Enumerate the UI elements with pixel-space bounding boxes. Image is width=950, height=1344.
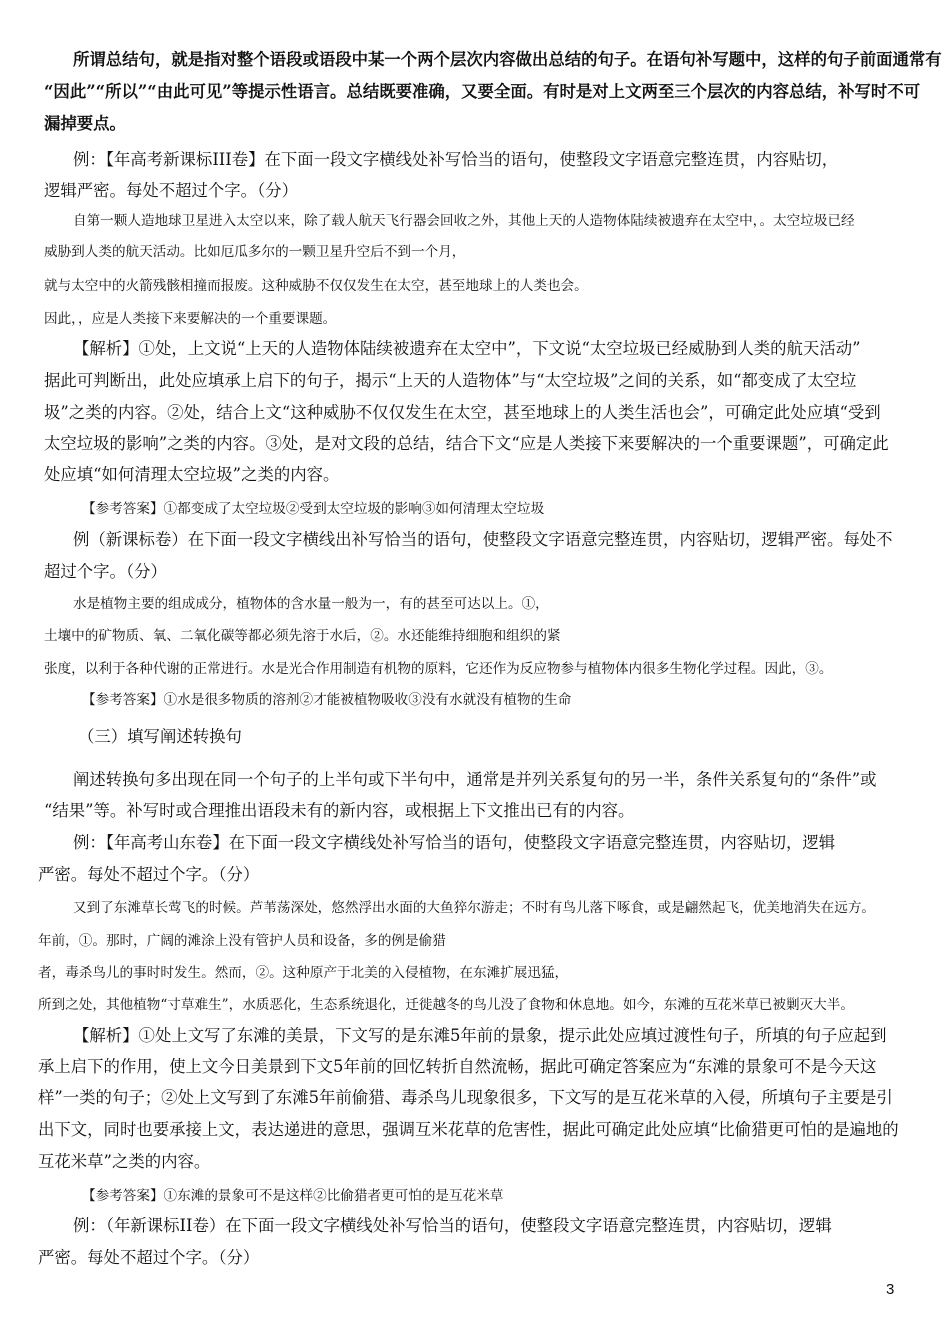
paragraph-line: “因此”“所以”“由此可见”等提示性语言。总结既要准确，又要全面。有时是对上文两至三个层次的内容总结，补写时不可 xyxy=(44,82,921,101)
passage-line: 又到了东滩草长莺飞的时候。芦苇荡深处，悠然浮出水面的大鱼猝尔游走；不时有鸟儿落下啄食，或是翩然起飞，优美地消失在远方。 xyxy=(73,900,876,916)
passage-line: 者，毒杀鸟儿的事时时发生。然而，②。这种原产于北美的入侵植物，在东滩扩展迅猛， xyxy=(38,965,569,981)
passage-line: 土壤中的矿物质、氧、二氧化碳等都必须先溶于水后，②。水还能维持细胞和组织的紧 xyxy=(44,628,561,644)
section-heading: （三）填写阐述转换句 xyxy=(78,727,242,746)
passage-line: 所到之处，其他植物“寸草难生”，水质恶化，生态系统退化，迁徙越冬的鸟儿没了食物和休息地。如今，东滩的互花米草已被剿灭大半。 xyxy=(38,997,854,1013)
example-question: 超过个字。（分） xyxy=(44,562,167,581)
paragraph-line: 漏掉要点。 xyxy=(44,114,126,133)
analysis-line: 【解析】①处上文写了东滩的美景，下文写的是东滩5年前的景象，提示此处应填过渡性句子，所填的句子应起到 xyxy=(73,1026,887,1045)
passage-line: 因此，，应是人类接下来要解决的一个重要课题。 xyxy=(44,311,337,327)
analysis-line: 互花米草”之类的内容。 xyxy=(38,1152,211,1171)
page-number: 3 xyxy=(886,1281,895,1298)
analysis-line: 出下文，同时也要承接上文，表达递进的意思，强调互米花草的危害性，据此可确定此处应填“比偷猎更可怕的是遍地的 xyxy=(38,1120,899,1139)
reference-answer: 【参考答案】①都变成了太空垃圾②受到太空垃圾的影响③如何清理太空垃圾 xyxy=(82,501,545,517)
analysis-line: 太空垃圾的影响”之类的内容。③处，是对文段的总结，结合下文“应是人类接下来要解决的一个重要课题”，可确定此 xyxy=(44,434,889,453)
analysis-line: 样”一类的句子；②处上文写到了东滩5年前偷猎、毒杀鸟儿现象很多，下文写的是互花米草的入侵，所填句子主要是引 xyxy=(38,1088,893,1107)
reference-answer: 【参考答案】①水是很多物质的溶剂②才能被植物吸收③没有水就没有植物的生命 xyxy=(82,692,572,708)
passage-line: 年前，①。那时，广阔的滩涂上没有管护人员和设备，多的例是偷猎 xyxy=(38,933,446,949)
paragraph-line: “结果”等。补写时或合理推出语段未有的新内容，或根据上下文推出已有的内容。 xyxy=(44,801,635,820)
analysis-line: 【解析】①处，上文说“上天的人造物体陆续被遗弃在太空中”，下文说“太空垃圾已经威胁到人类的航天活动” xyxy=(73,339,861,358)
analysis-line: 承上启下的作用，使上文今日美景到下文5年前的回忆转折自然流畅，据此可确定答案应为“东滩的景象可不是今天这 xyxy=(38,1057,877,1076)
passage-line: 就与太空中的火箭残骸相撞而报废。这种威胁不仅仅发生在太空，甚至地球上的人类也会。 xyxy=(44,278,588,294)
reference-answer: 【参考答案】①东滩的景象可不是这样②比偷猎者更可怕的是互花米草 xyxy=(82,1188,504,1204)
passage-line: 水是植物主要的组成成分，植物体的含水量一般为一，有的甚至可达以上。①， xyxy=(73,596,549,612)
example-question: 例：【年高考新课标III卷】在下面一段文字横线处补写恰当的语句，使整段文字语意完整连贯，内容贴切， xyxy=(73,150,839,169)
paragraph-line: 阐述转换句多出现在同一个句子的上半句或下半句中，通常是并列关系复句的另一半，条件关系复句的“条件”或 xyxy=(73,770,877,789)
paragraph-line: 所谓总结句，就是指对整个语段或语段中某一个两个层次内容做出总结的句子。在语句补写题中，这样的句子前面通常有 xyxy=(73,50,942,69)
example-question: 严密。每处不超过个字。（分） xyxy=(38,865,260,884)
passage-line: 自第一颗人造地球卫星进入太空以来，除了载人航天飞行器会回收之外，其他上天的人造物体陆续被遗弃在太空中，。太空垃圾已经 xyxy=(73,213,855,229)
analysis-line: 圾”之类的内容。②处，结合上文“这种威胁不仅仅发生在太空，甚至地球上的人类生活也会”，可确定此处应填“受到 xyxy=(44,403,881,422)
example-question: 逻辑严密。每处不超过个字。（分） xyxy=(44,181,299,200)
example-question: 严密。每处不超过个字。（分） xyxy=(38,1248,260,1267)
analysis-line: 处应填“如何清理太空垃圾”之类的内容。 xyxy=(44,465,340,484)
example-question: 例：【年高考山东卷】在下面一段文字横线处补写恰当的语句，使整段文字语意完整连贯，内容贴切，逻辑 xyxy=(73,833,836,852)
example-question: 例：（年新课标II卷）在下面一段文字横线处补写恰当的语句，使整段文字语意完整连贯，内容贴切，逻辑 xyxy=(73,1216,832,1235)
passage-line: 威胁到人类的航天活动。比如厄瓜多尔的一颗卫星升空后不到一个月， xyxy=(44,244,466,260)
analysis-line: 据此可判断出，此处应填承上启下的句子，揭示“上天的人造物体”与“太空垃圾”之间的关系，如“都变成了太空垃 xyxy=(44,371,857,390)
example-question: 例（新课标卷）在下面一段文字横线出补写恰当的语句，使整段文字语意完整连贯，内容贴切，逻辑严密。每处不 xyxy=(73,530,893,549)
passage-line: 张度，以利于各种代谢的正常进行。水是光合作用制造有机物的原料，它还作为反应物参与植物体内很多生物化学过程。因此，③。 xyxy=(44,661,833,677)
